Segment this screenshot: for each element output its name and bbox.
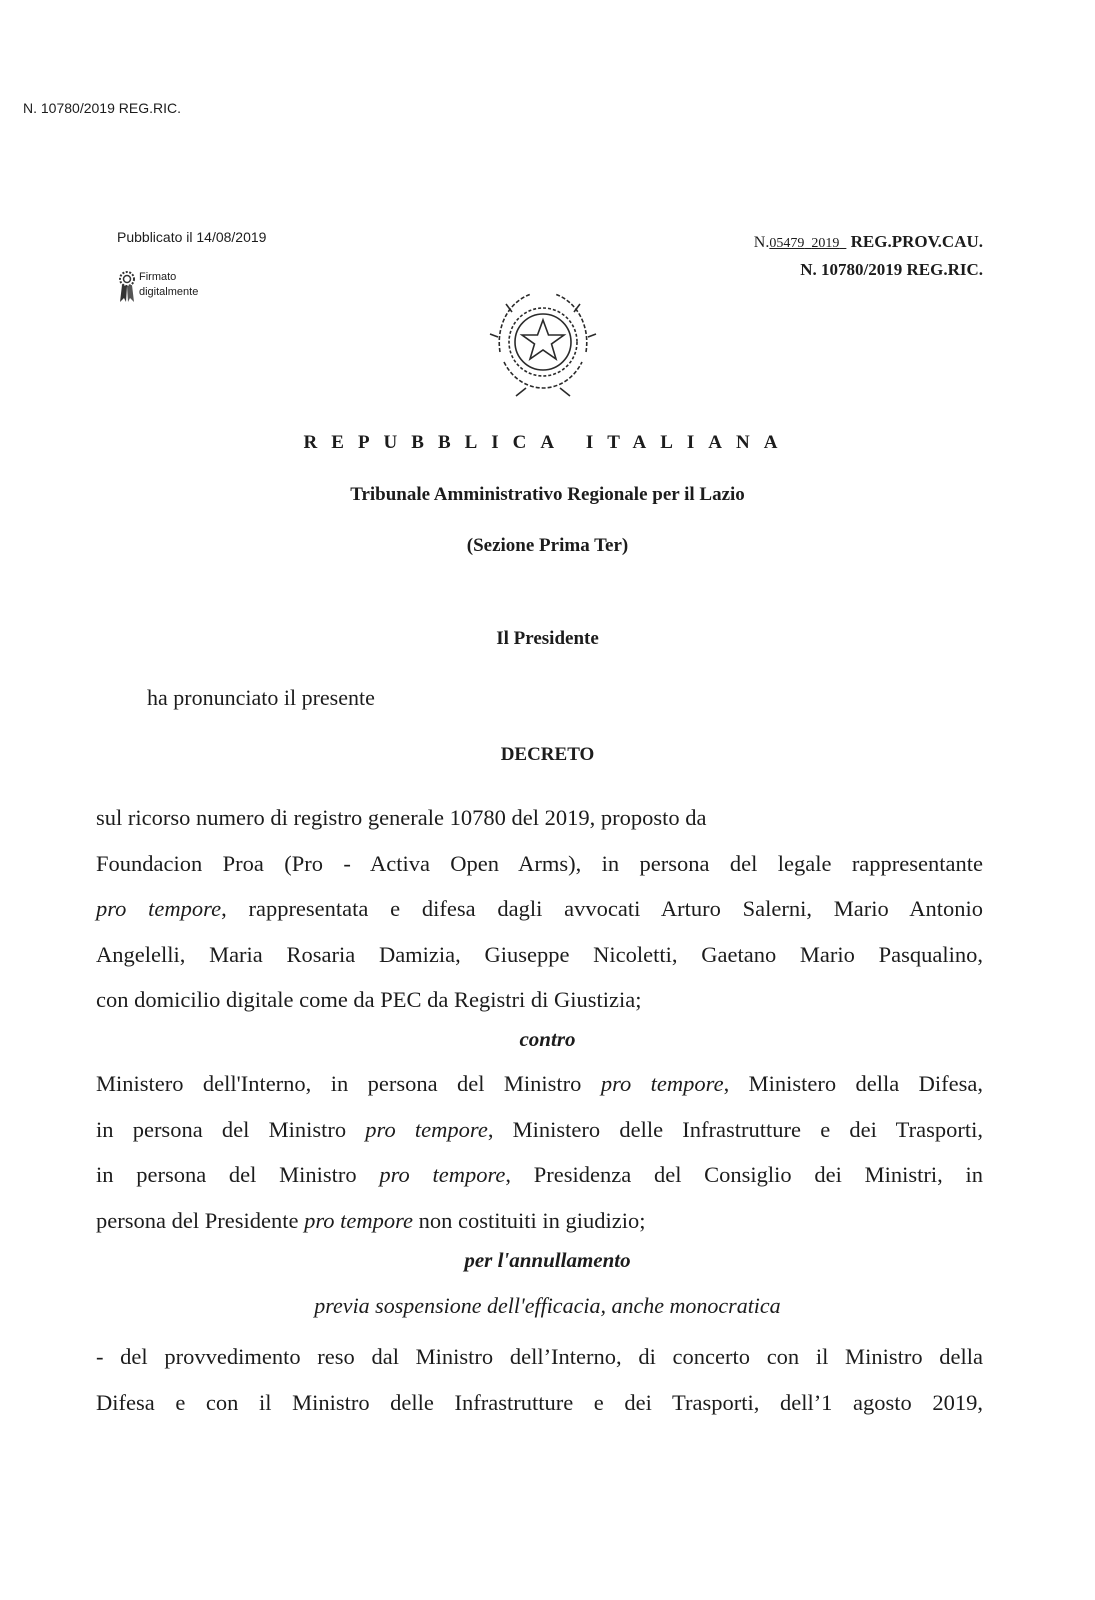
pronounced-text: ha pronunciato il presente (147, 685, 375, 710)
paragraph-line: Difesa e con il Ministro delle Infrastrutture e dei Trasporti, dell’1 agosto 2019, (96, 1389, 983, 1415)
paragraph-line: - del provvedimento reso dal Ministro dell’Interno, di concerto con il Ministro della (96, 1344, 983, 1369)
signature-line-2: digitalmente (139, 286, 199, 298)
paragraph-line: Angelelli, Maria Rosaria Damizia, Giuseppe Nicoletti, Gaetano Mario Pasqualino, (96, 941, 983, 967)
paragraph-respondents (96, 1061, 983, 1243)
reg-prov-prefix: N. (753, 234, 770, 251)
italic-text: pro tempore (379, 1162, 506, 1187)
line-text: , Presidenza del Consiglio dei Ministri, in (505, 1162, 983, 1187)
paragraph-line (96, 886, 983, 932)
against-heading: contro (519, 1027, 576, 1051)
line-text: in persona del Ministro (96, 1162, 380, 1187)
paragraph-measure (96, 1334, 983, 1425)
paragraph-line (96, 1152, 983, 1198)
italian-republic-emblem (486, 282, 600, 400)
reg-prov-line (754, 229, 983, 257)
rosette-icon (117, 270, 137, 304)
reg-ric-line: N. 10780/2019 REG.RIC. (800, 260, 983, 279)
italic-text: pro tempore (365, 1116, 488, 1142)
line-text: Foundacion Proa (Pro - Activa Open Arms), in persona del legale rappresentante (96, 850, 983, 876)
italic-text: pro tempore (304, 1207, 414, 1233)
signature-text (139, 270, 198, 300)
reg-prov-suffix: REG.PROV.CAU. (850, 232, 983, 251)
paragraph-line (96, 1061, 983, 1107)
paragraph-line: sul ricorso numero di registro generale 10780 del 2019, proposto da (96, 805, 707, 830)
digital-signature-stamp (117, 270, 198, 304)
line-text: non costituiti in giudizio; (413, 1207, 646, 1233)
line-text: , Ministero delle Infrastrutture e dei Trasporti, (487, 1116, 983, 1142)
paragraph-line (96, 1107, 983, 1153)
reg-prov-number: 05479 (769, 236, 805, 251)
paragraph-appeal (96, 795, 983, 1023)
italic-text: pro tempore (600, 1071, 724, 1096)
line-text: , rappresentata e difesa dagli avvocati Arturo Salerni, Mario Antonio (221, 896, 983, 921)
paragraph-line: con domicilio digitale come da PEC da Registri di Giustizia; (96, 987, 642, 1012)
registry-block (754, 229, 983, 283)
reg-prov-year: 2019 (811, 236, 840, 251)
annulment-heading: per l'annullamento (464, 1248, 631, 1272)
italic-text: pro tempore (96, 896, 222, 921)
line-text: persona del Presidente (96, 1207, 305, 1233)
section-name: (Sezione Prima Ter) (466, 535, 629, 556)
decree-heading: DECRETO (500, 744, 595, 765)
republic-heading: REPUBBLICA ITALIANA (303, 432, 792, 453)
publication-date: Pubblicato il 14/08/2019 (117, 229, 267, 245)
president-heading: Il Presidente (496, 628, 599, 649)
tribunal-name: Tribunale Amministrativo Regionale per il Lazio (350, 484, 745, 505)
signature-line-1: Firmato (139, 271, 177, 283)
paragraph-line (96, 1198, 983, 1244)
line-text: in persona del Ministro (96, 1116, 366, 1142)
document-header-id: N. 10780/2019 REG.RIC. (23, 100, 181, 116)
line-text: , Ministero della Difesa, (723, 1071, 983, 1096)
suspension-subheading: previa sospensione dell'efficacia, anche monocratica (314, 1293, 781, 1318)
line-text: Ministero dell'Interno, in persona del Ministro (96, 1071, 601, 1096)
paragraph-line (96, 841, 983, 887)
